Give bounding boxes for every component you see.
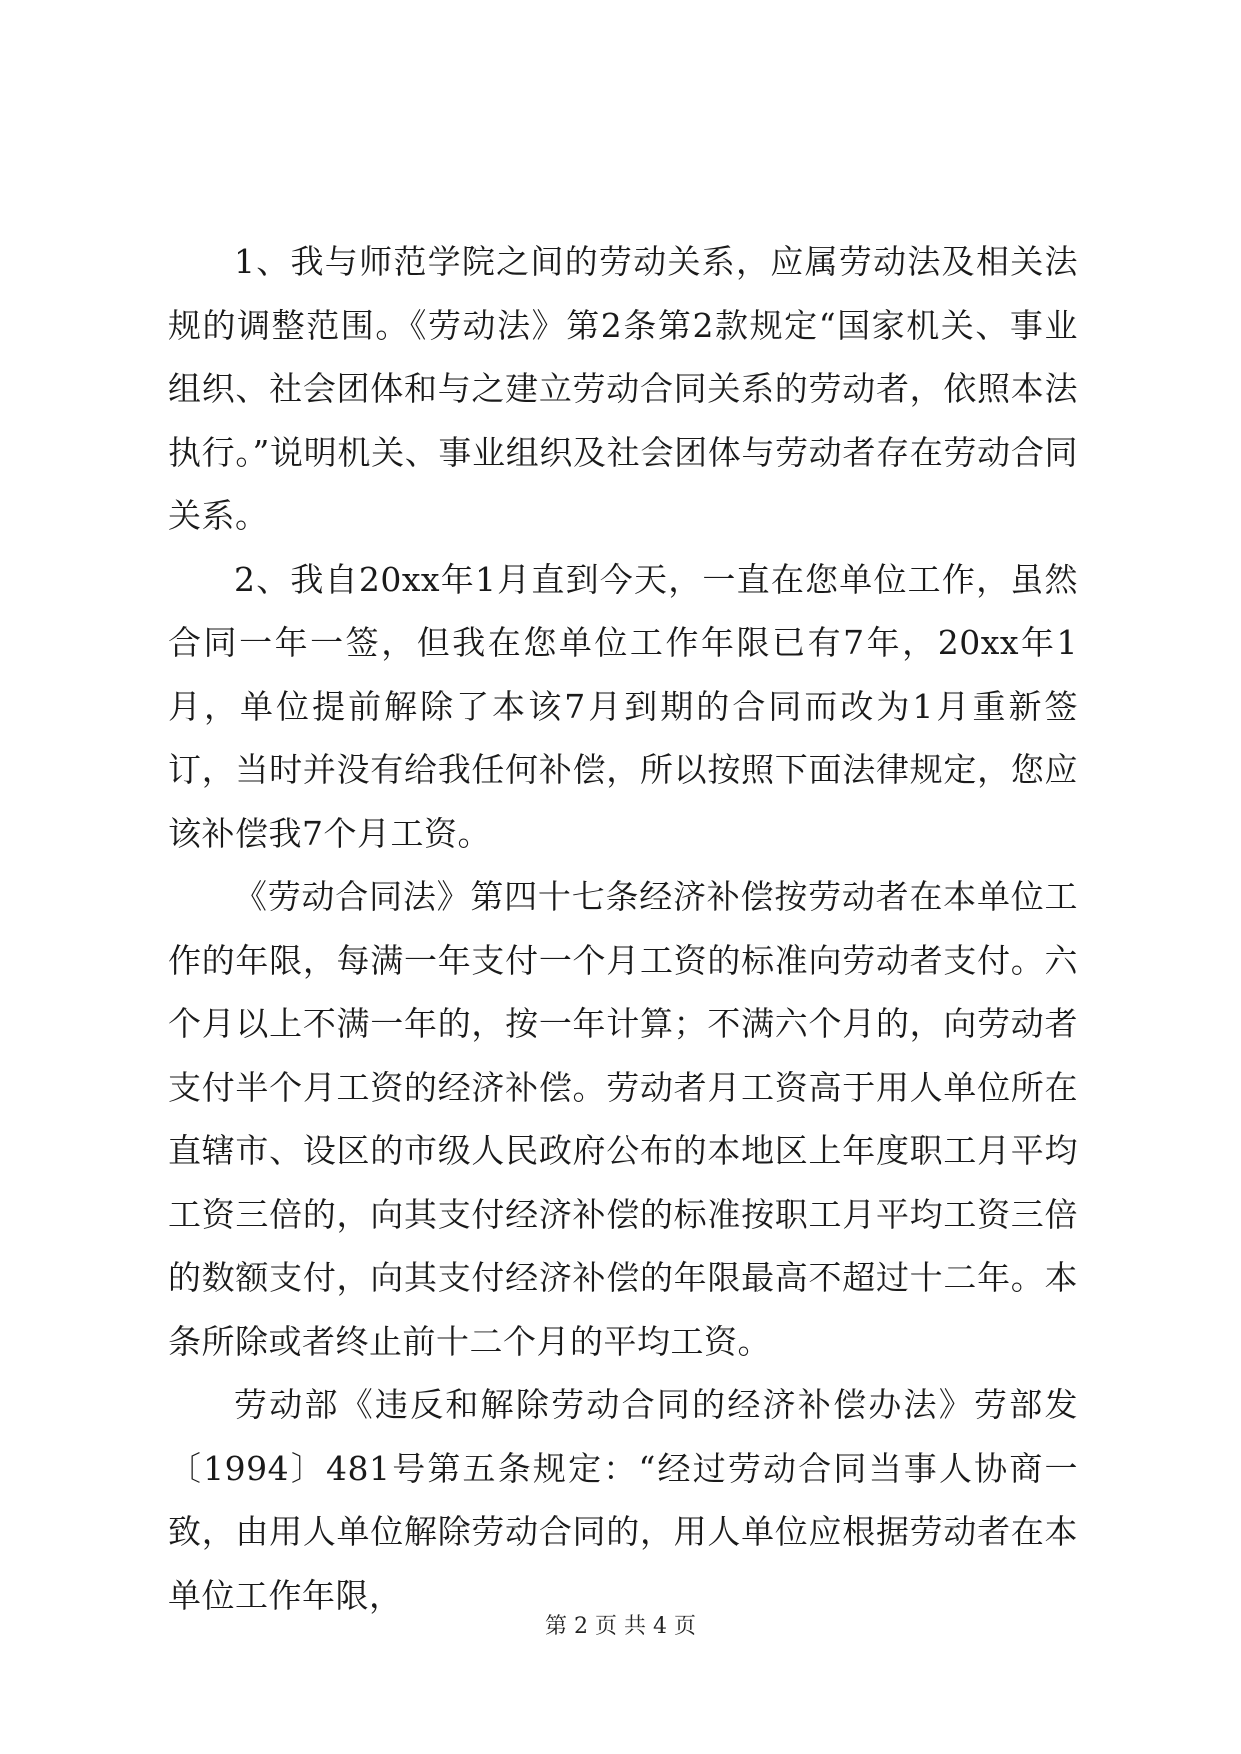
paragraph-contract-law-article-47: 《劳动合同法》第四十七条经济补偿按劳动者在本单位工作的年限，每满一年支付一个月工资的标准向劳动者支付。六个月以上不满一年的，按一年计算；不满六个月的，向劳动者支付半个月工资的经济补偿。劳动者月工资高于用人单位所在直辖市、设区的市级人民政府公布的本地区上年度职工月平均工资三倍的，向其支付经济补偿的标准按职工月平均工资三倍的数额支付，向其支付经济补偿的年限最高不超过十二年。本条所除或者终止前十二个月的平均工资。	[168, 877, 1078, 1361]
paragraph-employment-history: 2、我自20xx年1月直到今天，一直在您单位工作，虽然合同一年一签，但我在您单位工作年限已有7年，20xx年1月，单位提前解除了本该7月到期的合同而改为1月重新签订，当时并没有给我任何补偿，所以按照下面法律规定，您应该补偿我7个月工资。	[168, 559, 1078, 853]
document-body	[168, 230, 1078, 1627]
paragraph-labor-relation: 1、我与师范学院之间的劳动关系，应属劳动法及相关法规的调整范围。《劳动法》第2条第2款规定“国家机关、事业组织、社会团体和与之建立劳动合同关系的劳动者，依照本法执行。”说明机关、事业组织及社会团体与劳动者存在劳动合同关系。	[168, 242, 1078, 535]
paragraph-ministry-regulation: 劳动部《违反和解除劳动合同的经济补偿办法》劳部发〔1994〕481号第五条规定：“经过劳动合同当事人协商一致，由用人单位解除劳动合同的，用人单位应根据劳动者在本单位工作年限，	[168, 1385, 1078, 1615]
page-number-footer: 第 2 页 共 4 页	[545, 1614, 696, 1639]
